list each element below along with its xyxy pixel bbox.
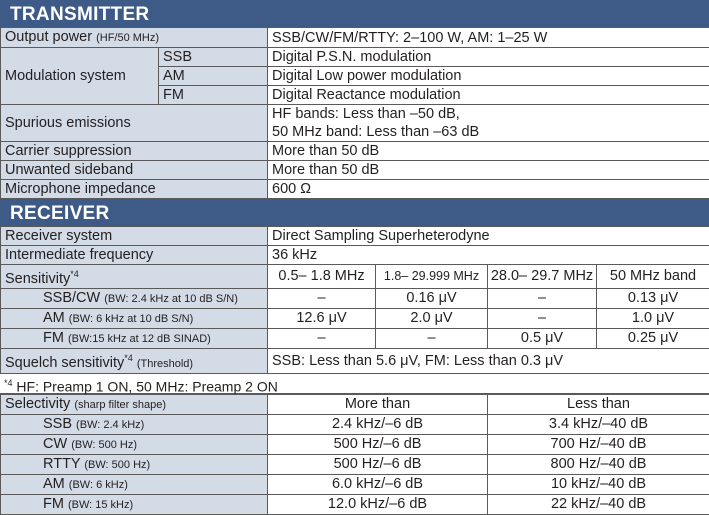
receiver-system-value: Direct Sampling Superheterodyne (268, 227, 709, 246)
table-row (1, 328, 709, 348)
spurious-label: Spurious emissions (1, 105, 268, 142)
sens-cell: – (488, 308, 597, 328)
receiver-table (0, 226, 709, 374)
table-row (1, 308, 709, 328)
sel-cell: 10 kHz/–40 dB (488, 474, 709, 494)
sensitivity-label: Sensitivity$^{*4}$ (1, 265, 268, 289)
sel-cell: 12.0 kHz/–6 dB (268, 494, 488, 514)
sel-cell: 500 Hz/–6 dB (268, 454, 488, 474)
table-row (1, 454, 709, 474)
sens-cell: 0.16 μV (376, 288, 488, 308)
table-row (1, 246, 709, 265)
table-row (1, 474, 709, 494)
col-more-than: More than (268, 394, 488, 414)
squelch-label: Squelch sensitivity$^{*4}$ (Threshold) (1, 348, 268, 373)
output-power-value: SSB/CW/FM/RTTY: 2–100 W, AM: 1–25 W (268, 28, 709, 48)
table-row (1, 227, 709, 246)
sideband-value: More than 50 dB (268, 161, 709, 180)
sel-ssb-label: SSB (BW: 2.4 kHz) (1, 414, 268, 434)
spurious-value: HF bands: Less than –50 dB, 50 MHz band: Less than –63 dB (268, 105, 709, 142)
table-row (1, 414, 709, 434)
carrier-label: Carrier suppression (1, 142, 268, 161)
table-row (1, 142, 709, 161)
if-value: 36 kHz (268, 246, 709, 265)
sel-fm-label: FM (BW: 15 kHz) (1, 494, 268, 514)
sens-cell: – (268, 328, 376, 348)
sideband-label: Unwanted sideband (1, 161, 268, 180)
sens-col-4: 50 MHz band (597, 265, 709, 289)
receiver-system-label: Receiver system (1, 227, 268, 246)
sens-cell: 2.0 μV (376, 308, 488, 328)
selectivity-table (0, 394, 709, 515)
table-row (1, 434, 709, 454)
sens-cell: – (488, 288, 597, 308)
table-row (1, 28, 709, 48)
output-power-label: Output power (HF/50 MHz) (1, 28, 268, 48)
squelch-value: SSB: Less than 5.6 μV, FM: Less than 0.3 μV (268, 348, 709, 373)
footnote: $^{*4}$ HF: Preamp 1 ON, 50 MHz: Preamp 2 ON (0, 374, 709, 394)
table-row (1, 494, 709, 514)
sens-col-2: 1.8– 29.999 MHz (376, 265, 488, 289)
sens-cell: – (268, 288, 376, 308)
table-row (1, 180, 709, 199)
transmitter-header: TRANSMITTER (0, 0, 709, 27)
sel-cell: 6.0 kHz/–6 dB (268, 474, 488, 494)
sens-am-label: AM (BW: 6 kHz at 10 dB S/N) (1, 308, 268, 328)
modulation-ssb-value: Digital P.S.N. modulation (268, 48, 709, 67)
sens-cell: 0.13 μV (597, 288, 709, 308)
sens-col-1: 0.5– 1.8 MHz (268, 265, 376, 289)
sel-cell: 700 Hz/–40 dB (488, 434, 709, 454)
mode-ssb: SSB (159, 48, 268, 67)
table-row (1, 288, 709, 308)
sens-fm-label: FM (BW:15 kHz at 12 dB SINAD) (1, 328, 268, 348)
modulation-fm-value: Digital Reactance modulation (268, 86, 709, 105)
mode-fm: FM (159, 86, 268, 105)
sens-cell: – (376, 328, 488, 348)
transmitter-table (0, 27, 709, 199)
mic-impedance-label: Microphone impedance (1, 180, 268, 199)
if-label: Intermediate frequency (1, 246, 268, 265)
sens-cell: 0.25 μV (597, 328, 709, 348)
table-row (1, 48, 709, 67)
sens-col-3: 28.0– 29.7 MHz (488, 265, 597, 289)
sel-cell: 22 kHz/–40 dB (488, 494, 709, 514)
table-row (1, 105, 709, 142)
sel-rtty-label: RTTY (BW: 500 Hz) (1, 454, 268, 474)
sel-cell: 2.4 kHz/–6 dB (268, 414, 488, 434)
col-less-than: Less than (488, 394, 709, 414)
modulation-am-value: Digital Low power modulation (268, 67, 709, 86)
selectivity-label: Selectivity (sharp filter shape) (1, 394, 268, 414)
table-row (1, 394, 709, 414)
carrier-value: More than 50 dB (268, 142, 709, 161)
sens-cell: 12.6 μV (268, 308, 376, 328)
receiver-header: RECEIVER (0, 199, 709, 226)
sel-am-label: AM (BW: 6 kHz) (1, 474, 268, 494)
sel-cw-label: CW (BW: 500 Hz) (1, 434, 268, 454)
mode-am: AM (159, 67, 268, 86)
table-row (1, 348, 709, 373)
mic-impedance-value: 600 Ω (268, 180, 709, 199)
sel-cell: 500 Hz/–6 dB (268, 434, 488, 454)
sens-ssbcw-label: SSB/CW (BW: 2.4 kHz at 10 dB S/N) (1, 288, 268, 308)
sel-cell: 800 Hz/–40 dB (488, 454, 709, 474)
modulation-label: Modulation system (1, 48, 159, 105)
table-row (1, 161, 709, 180)
sens-cell: 0.5 μV (488, 328, 597, 348)
table-row (1, 265, 709, 289)
sens-cell: 1.0 μV (597, 308, 709, 328)
sel-cell: 3.4 kHz/–40 dB (488, 414, 709, 434)
